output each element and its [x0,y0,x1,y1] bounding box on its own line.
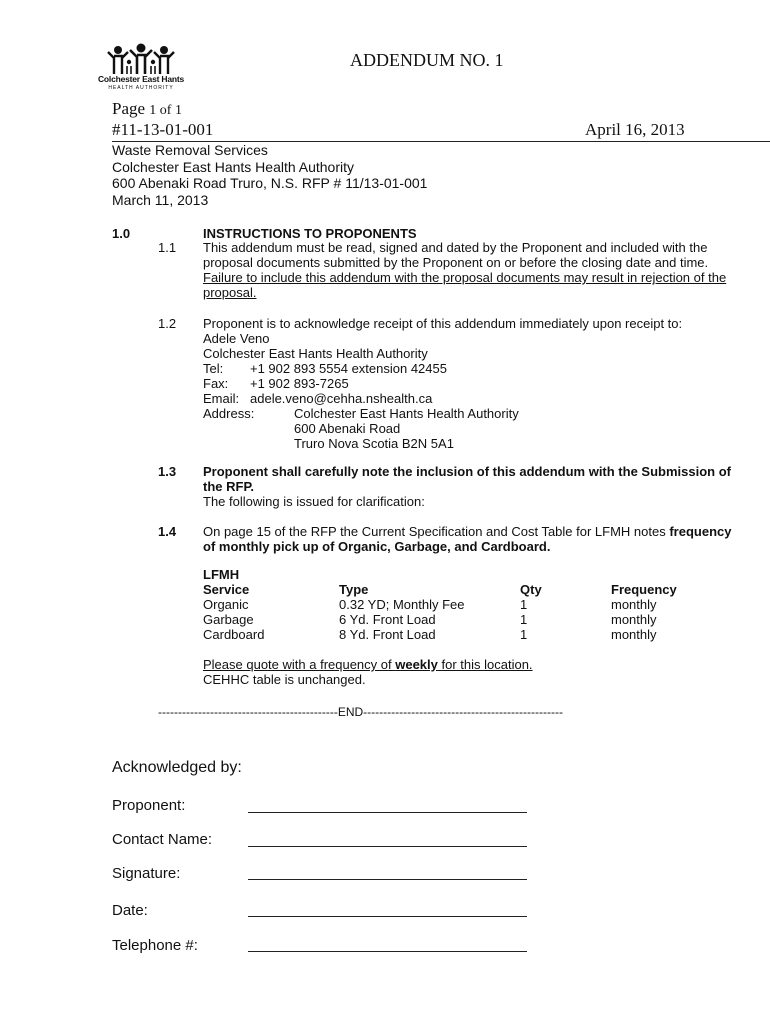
text-line-underlined: Failure to include this addendum with the proposal documents may result in rejection of the [203,270,727,285]
page-label: Page [112,99,146,118]
summary-line: March 11, 2013 [112,191,209,208]
item-1-4-text [203,524,731,554]
text-line [203,524,731,539]
cell: 1 [520,627,528,642]
cell: 0.32 YD; Monthly Fee [339,597,465,612]
people-figures-icon [94,42,188,76]
text-line: Proponent is to acknowledge receipt of this addendum immediately upon receipt to: [203,316,683,331]
table-caption: LFMH [203,567,240,582]
summary-line: 600 Abenaki Road Truro, N.S. RFP # 11/13-01-001 [112,175,428,191]
telephone-label: Telephone #: [112,937,198,954]
summary-line: Waste Removal Services [112,142,268,158]
item-1-1-text [203,240,726,300]
summary-line: Colchester East Hants Health Authority [112,158,355,175]
text-line-underlined: proposal. [203,285,257,300]
telephone-signature-line[interactable] [248,951,527,952]
text-line-bold: Proponent shall carefully note the inclusion of this addendum with the Submission of [203,464,731,479]
header-cell: Qty [520,582,542,597]
section-title: INSTRUCTIONS TO PROPONENTS [203,226,417,241]
cell: Cardboard [203,627,265,642]
item-1-2-text [203,316,682,361]
header-cell: Service [203,582,250,597]
cell: monthly [611,597,657,612]
text-span: On page 15 of the RFP the Current Specification and Cost Table for LFMH notes [203,524,670,539]
fax-label: Fax: [203,376,229,391]
table-header-row [203,582,711,597]
date-signature-line[interactable] [248,916,527,917]
summary-block [112,142,427,208]
table-row [203,612,711,627]
text-span-bold: weekly [395,657,438,672]
contact-name: Adele Veno [203,331,270,346]
text-line: proposal documents submitted by the Proponent on or before the closing date and time. [203,255,709,270]
email-label: Email: [203,391,240,406]
address-block [294,406,519,451]
service-table [203,582,711,642]
fax-value: +1 902 893-7265 [250,376,349,391]
quote-line [203,657,533,672]
tel-label: Tel: [203,361,224,376]
table-row [203,627,711,642]
address-label: Address: [203,406,255,421]
item-number: 1.1 [158,240,177,255]
address-line: 600 Abenaki Road [294,421,401,436]
text-line: The following is issued for clarification: [203,494,425,509]
reference-number: #11-13-01-001 [112,120,214,139]
page-of: 1 of 1 [149,103,182,118]
cell: 8 Yd. Front Load [339,627,436,642]
date-label: Date: [112,902,148,919]
item-number: 1.2 [158,316,177,331]
text-span-bold: frequency [669,524,732,539]
end-marker: ---------------------------------------------END-------------------------------------------------- [158,705,563,719]
tel-value: +1 902 893 5554 extension 42455 [250,361,447,376]
section-number: 1.0 [112,226,131,241]
text-span: for this location. [437,657,533,672]
text-span: Please quote with a frequency of [203,657,396,672]
item-1-3-text [203,464,731,509]
header-cell: Type [339,582,369,597]
text-line: This addendum must be read, signed and dated by the Proponent and included with the [203,240,708,255]
proponent-label: Proponent: [112,797,186,814]
text-line-bold: the RFP. [203,479,255,494]
cell: monthly [611,627,657,642]
address-line: Truro Nova Scotia B2N 5A1 [294,436,454,451]
cell: 1 [520,597,528,612]
address-line: Colchester East Hants Health Authority [294,406,519,421]
proponent-signature-line[interactable] [248,812,527,813]
acknowledged-heading: Acknowledged by: [112,759,242,776]
table-row [203,597,711,612]
text-line: CEHHC table is unchanged. [203,672,366,687]
quote-note [203,657,533,687]
signature-label: Signature: [112,865,181,882]
cell: Organic [203,597,249,612]
document-date: April 16, 2013 [585,120,685,139]
contact-name-signature-line[interactable] [248,846,527,847]
document-title: ADDENDUM NO. 1 [350,50,504,70]
text-line-bold: of monthly pick up of Organic, Garbage, and Cardboard. [203,539,551,554]
page-number [112,99,182,119]
email-value: adele.veno@cehha.nshealth.ca [250,391,433,406]
header-cell: Frequency [611,582,677,597]
logo-subtitle: HEALTH AUTHORITY [108,85,174,91]
item-number: 1.4 [158,524,177,539]
cell: 6 Yd. Front Load [339,612,436,627]
contact-name-label: Contact Name: [112,831,213,848]
item-number: 1.3 [158,464,177,479]
cell: monthly [611,612,657,627]
cell: 1 [520,612,528,627]
organization-logo [94,42,188,92]
cell: Garbage [203,612,254,627]
logo-name: Colchester East Hants [97,74,185,84]
contact-organization: Colchester East Hants Health Authority [203,346,428,361]
signature-line[interactable] [248,879,527,880]
